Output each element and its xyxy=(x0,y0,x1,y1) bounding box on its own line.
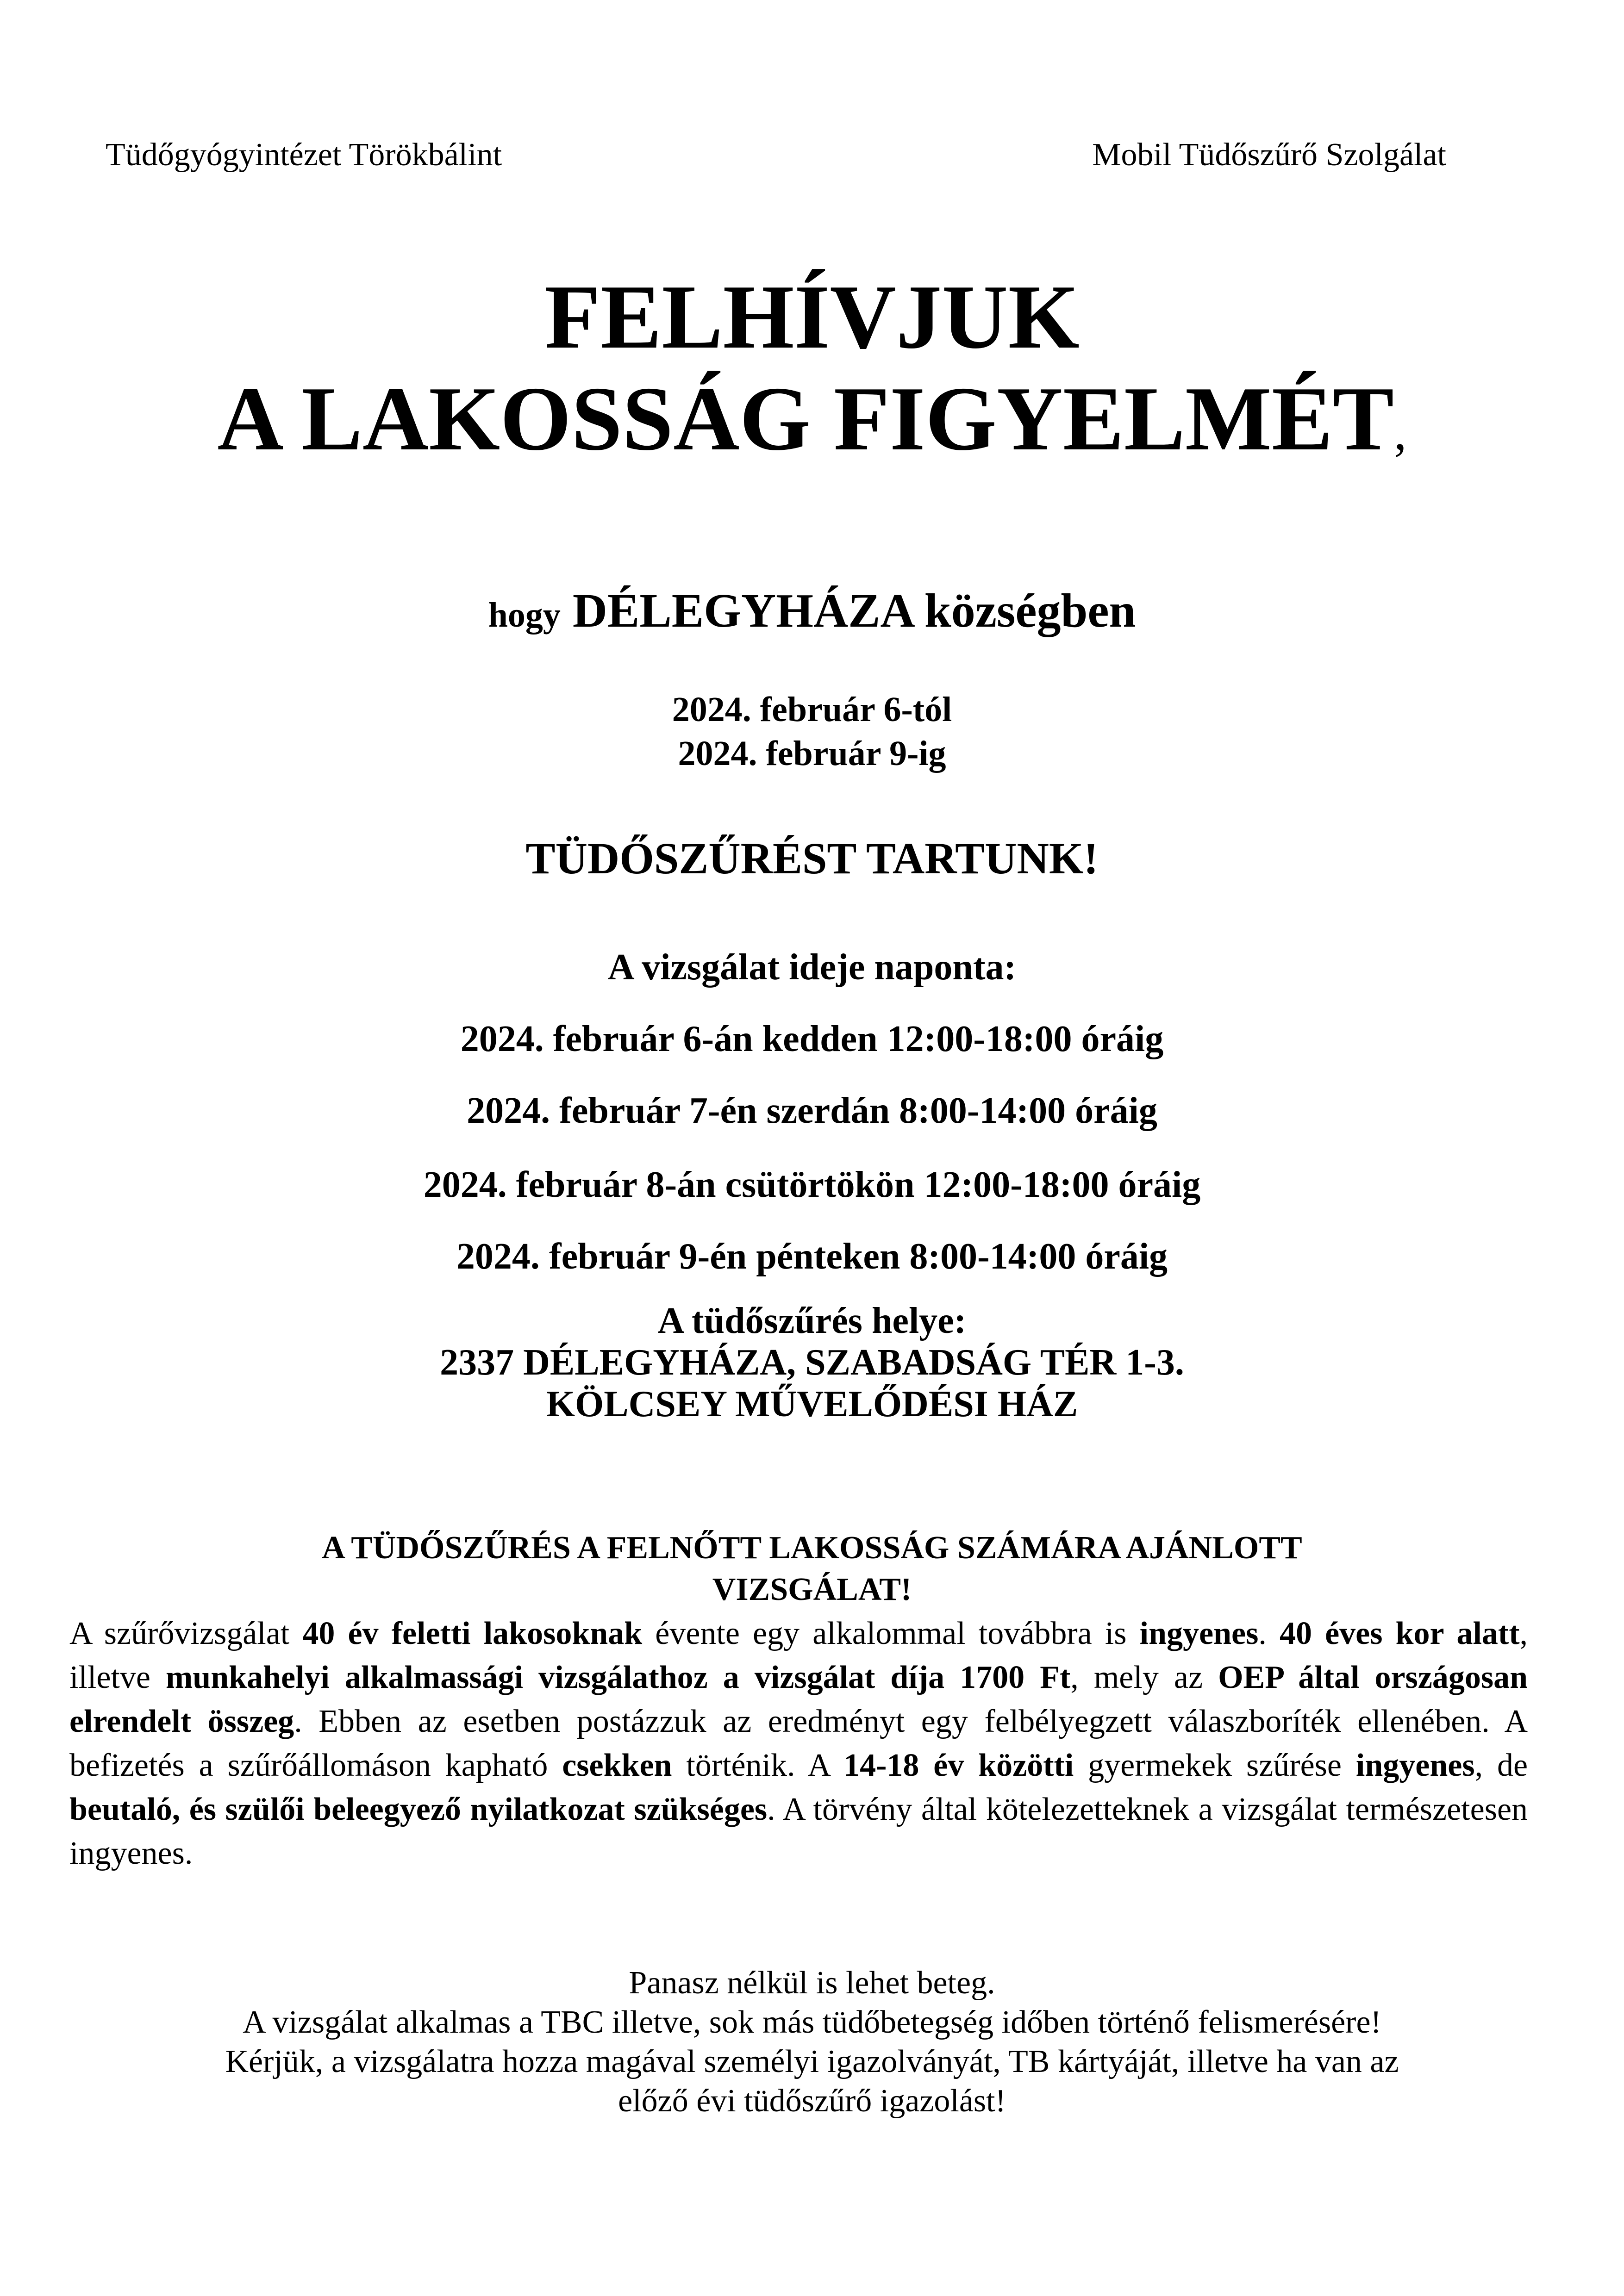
intro-place: DÉLEGYHÁZA xyxy=(572,584,912,637)
body-text: . A törvény által kötelezetteknek a vizsgálat természetesen ingyenes. xyxy=(69,1792,1528,1871)
body-text: . xyxy=(1258,1616,1280,1651)
info-paragraph xyxy=(69,1612,1528,1875)
body-emphasis: csekken xyxy=(562,1748,672,1783)
title-line-2-text: A LAKOSSÁG FIGYELMÉT xyxy=(217,368,1394,469)
location-address: 2337 DÉLEGYHÁZA, SZABADSÁG TÉR 1-3. xyxy=(440,1342,1184,1383)
title-line-2 xyxy=(0,361,1624,490)
title-comma: , xyxy=(1394,404,1407,460)
schedule-day-4: 2024. február 9-én pénteken 8:00-14:00 óráig xyxy=(456,1236,1168,1277)
footer-line-1: Panasz nélkül is lehet beteg. xyxy=(629,1965,995,2001)
body-text: gyermekek szűrése xyxy=(1074,1748,1356,1783)
location-label: A tüdőszűrés helye: xyxy=(657,1300,967,1341)
institute-name: Tüdőgyógyintézet Törökbálint xyxy=(106,137,502,173)
body-emphasis: 40 éves kor alatt xyxy=(1279,1616,1520,1651)
intro-suffix: községben xyxy=(924,584,1136,637)
body-text: , de xyxy=(1474,1748,1528,1783)
announcement: TÜDŐSZŰRÉST TARTUNK! xyxy=(525,834,1099,883)
body-text: A szűrővizsgálat xyxy=(69,1616,303,1651)
schedule-day-1: 2024. február 6-án kedden 12:00-18:00 óráig xyxy=(460,1019,1164,1059)
service-name: Mobil Tüdőszűrő Szolgálat xyxy=(1092,137,1446,173)
schedule-day-2: 2024. február 7-én szerdán 8:00-14:00 óráig xyxy=(467,1090,1157,1131)
body-emphasis: beutaló, és szülői beleegyező nyilatkozat szükséges xyxy=(69,1792,768,1827)
body-emphasis: 40 év feletti lakosoknak xyxy=(302,1616,643,1651)
period-from: 2024. február 6-tól xyxy=(672,690,952,729)
body-text: történik. A xyxy=(672,1748,844,1783)
notice-line-2: VIZSGÁLAT! xyxy=(712,1572,912,1607)
body-emphasis: OEP által országosan elrendelt összeg xyxy=(69,1660,1528,1739)
body-emphasis: ingyenes xyxy=(1139,1616,1259,1651)
footer-line-2: A vizsgálat alkalmas a TBC illetve, sok más tüdőbetegség időben történő felismerésére! xyxy=(243,2004,1381,2040)
body-text: . Ebben az esetben postázzuk az eredményt egy felbélyegzett válaszboríték ellenében. A befizetés a szűrőállomáson kapható xyxy=(69,1704,1528,1783)
footer-line-3: Kérjük, a vizsgálatra hozza magával személyi igazolványát, TB kártyáját, illetve ha van az xyxy=(225,2044,1399,2079)
body-text: évente egy alkalommal továbbra is xyxy=(642,1616,1140,1651)
body-text: , mely az xyxy=(1070,1660,1218,1695)
body-text: , illetve xyxy=(69,1616,1528,1695)
intro-line xyxy=(0,581,1624,645)
notice-line-1: A TÜDŐSZŰRÉS A FELNŐTT LAKOSSÁG SZÁMÁRA AJÁNLOTT xyxy=(322,1530,1302,1566)
schedule-day-3: 2024. február 8-án csütörtökön 12:00-18:00 óráig xyxy=(423,1164,1201,1205)
body-emphasis: ingyenes xyxy=(1355,1748,1475,1783)
schedule-title: A vizsgálat ideje naponta: xyxy=(607,947,1017,988)
intro-prefix: hogy xyxy=(488,596,561,635)
location-venue: KÖLCSEY MŰVELŐDÉSI HÁZ xyxy=(546,1384,1078,1425)
period-to: 2024. február 9-ig xyxy=(678,734,946,773)
footer-line-4: előző évi tüdőszűrő igazolást! xyxy=(618,2083,1006,2119)
title-line-1: FELHÍVJUK xyxy=(544,266,1080,367)
body-emphasis: munkahelyi alkalmassági vizsgálathoz a vizsgálat díja 1700 Ft xyxy=(166,1660,1071,1695)
body-emphasis: 14-18 év közötti xyxy=(843,1748,1074,1783)
